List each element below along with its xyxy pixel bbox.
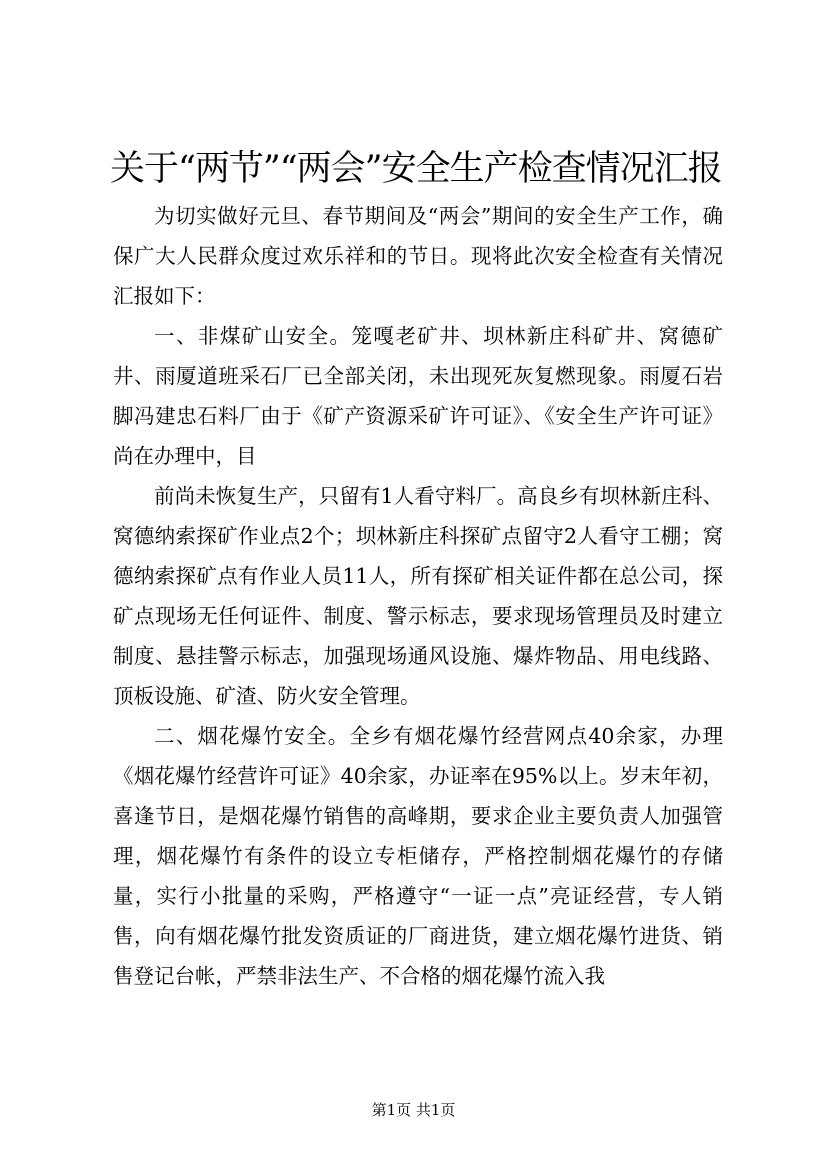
document-title: 关于“两节”“两会”安全生产检查情况汇报 <box>110 149 722 189</box>
paragraph-fireworks-safety: 二、烟花爆竹安全。全乡有烟花爆竹经营网点40余家，办理《烟花爆竹经营许可证》40余家，办证率在95%以上。岁末年初，喜逢节日，是烟花爆竹销售的高峰期，要求企业主要负责人加强管理，烟花爆竹有条件的设立专柜储存，严格控制烟花爆竹的存储量，实行小批量的采购，严格遵守“一证一点”亮证经营，专人销售，向有烟花爆竹批发资质证的厂商进货，建立烟花爆竹进货、销售登记台帐，严禁非法生产、不合格的烟花爆竹流入我 <box>113 724 723 988</box>
paragraph-mining-safety: 一、非煤矿山安全。笼嘎老矿井、坝林新庄科矿井、窝德矿井、雨厦道班采石厂已全部关闭，未出现死灰复燃现象。雨厦石岩脚冯建忠石料厂由于《矿产资源采矿许可证》、《安全生产许可证》尚在办理中，目 <box>113 324 723 468</box>
page-footer: 第1页 共1页 <box>371 1101 456 1119</box>
paragraph-mining-safety-continued: 前尚未恢复生产，只留有1人看守料厂。高良乡有坝林新庄科、窝德纳索探矿作业点2个；坝林新庄科探矿点留守2人看守工棚；窝德纳索探矿点有作业人员11人，所有探矿相关证件都在总公司，探矿点现场无任何证件、制度、警示标志，要求现场管理员及时建立制度、悬挂警示标志，加强现场通风设施、爆炸物品、用电线路、顶板设施、矿渣、防火安全管理。 <box>113 484 723 708</box>
paragraph-intro: 为切实做好元旦、春节期间及“两会”期间的安全生产工作，确保广大人民群众度过欢乐祥和的节日。现将此次安全检查有关情况汇报如下： <box>113 204 723 308</box>
document-body <box>113 196 723 996</box>
